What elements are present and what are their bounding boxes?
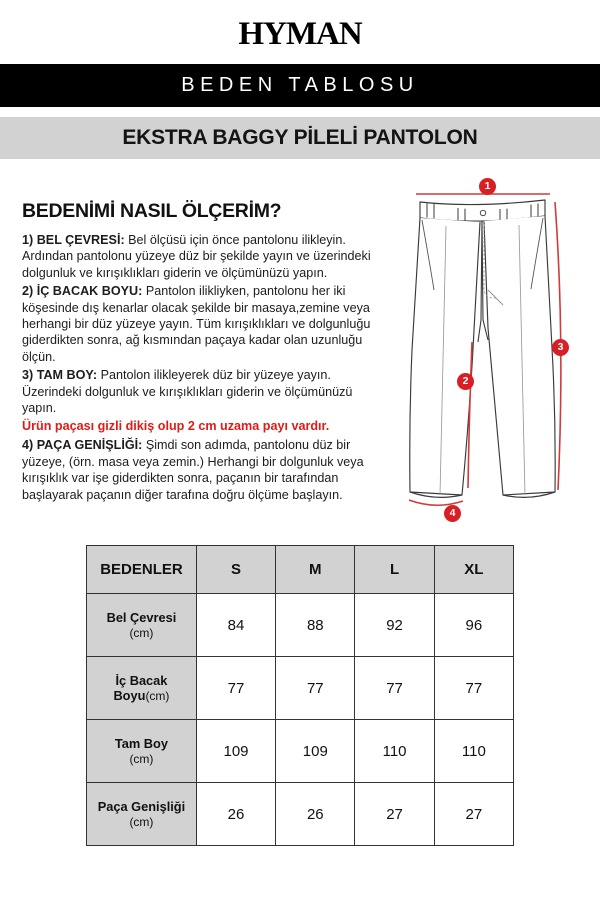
col-header-bedenler: BEDENLER xyxy=(87,546,197,594)
cell-tam-boy-s: 109 xyxy=(196,720,275,783)
row-label-text: İç Bacak xyxy=(115,672,168,688)
cell-paca-l: 27 xyxy=(355,783,434,846)
row-label-text: Tam Boy xyxy=(114,735,168,751)
row-label-unit: (cm) xyxy=(129,814,154,829)
cell-paca-s: 26 xyxy=(196,783,275,846)
instruction-text-1: Bel ölçüsü için önce pantolonu ilikleyin. Ardından pantolonu yüzeye düz bir şekilde yayın ve üzerindeki dolgunluk ve kırışıklıkları giderin ve ölçümünüzü yapın. xyxy=(22,233,371,280)
measure-marker-1: 1 xyxy=(479,178,496,195)
cell-ic-bacak-m: 77 xyxy=(276,657,355,720)
cell-bel-cevresi-l: 92 xyxy=(355,594,434,657)
cell-bel-cevresi-xl: 96 xyxy=(434,594,513,657)
gray-banner xyxy=(0,117,600,159)
cell-paca-m: 26 xyxy=(276,783,355,846)
black-banner xyxy=(0,64,600,107)
table-row xyxy=(87,594,514,657)
measure-marker-2: 2 xyxy=(457,373,474,390)
row-label-text: Paça Genişliği xyxy=(97,798,186,814)
cell-ic-bacak-s: 77 xyxy=(196,657,275,720)
row-label-text-2: Boyu xyxy=(113,687,146,703)
col-header-m: M xyxy=(276,546,355,594)
measure-marker-4: 4 xyxy=(444,505,461,522)
instructions-title: BEDENİMİ NASIL ÖLÇERİM? xyxy=(22,200,282,222)
row-label-unit: (cm) xyxy=(129,751,154,766)
instructions-block xyxy=(22,200,390,505)
row-label-paca-genisligi xyxy=(87,783,197,846)
cell-tam-boy-m: 109 xyxy=(276,720,355,783)
size-table-body xyxy=(87,594,514,846)
cell-paca-xl: 27 xyxy=(434,783,513,846)
col-header-l: L xyxy=(355,546,434,594)
instruction-label-3: 3) TAM BOY: xyxy=(22,368,98,383)
cell-ic-bacak-xl: 77 xyxy=(434,657,513,720)
instruction-item-1 xyxy=(22,232,390,281)
col-header-xl: XL xyxy=(434,546,513,594)
instruction-label-1: 1) BEL ÇEVRESİ: xyxy=(22,233,125,247)
row-label-text: Bel Çevresi xyxy=(106,609,177,625)
cell-bel-cevresi-s: 84 xyxy=(196,594,275,657)
table-row xyxy=(87,657,514,720)
table-header-row xyxy=(87,546,514,594)
brand-logo: HYMAN xyxy=(238,16,362,52)
row-label-bel-cevresi xyxy=(87,594,197,657)
trousers-svg xyxy=(400,170,600,535)
instruction-item-2 xyxy=(22,283,390,365)
instruction-text-4: Şimdi son adımda, pantolonu düz bir yüzeye, (örn. masa veya zemin.) Herhangi bir dolgunluk veya kırışıklık var işe giderdikten sonra, paçanın bir tarafından başlayarak paçanın diğer tarafına doğru ölçüme başlayın. xyxy=(22,438,364,502)
instruction-note-red: Ürün paçası gizli dikiş olup 2 cm uzama payı vardır. xyxy=(22,419,330,434)
table-row xyxy=(87,720,514,783)
instruction-item-3 xyxy=(22,367,390,416)
table-row xyxy=(87,783,514,846)
instruction-label-4: 4) PAÇA GENİŞLİĞİ: xyxy=(22,438,143,453)
row-label-ic-bacak-boyu xyxy=(87,657,197,720)
col-header-s: S xyxy=(196,546,275,594)
cell-bel-cevresi-m: 88 xyxy=(276,594,355,657)
instruction-text-3: Pantolon ilikleyerek düz bir yüzeye yayın. Üzerindeki dolgunluk ve kırışıklıkları giderin ve ölçümünüzü yapın. xyxy=(22,368,353,416)
cell-tam-boy-l: 110 xyxy=(355,720,434,783)
instruction-text-2: Pantolon ilikliyken, pantolonu her iki köşesinde dış kenarlar olacak şekilde bir masaya,zemine veya herhangi bir düz yüzeye yayın. Tüm kırışıklıkları ve dolgunluğu giderdikten sonra, ağ kısmından paçaya kadar olan uzunluğu ölçün. xyxy=(22,284,371,364)
size-table xyxy=(86,545,514,846)
row-label-unit: (cm) xyxy=(145,688,170,703)
row-label-tam-boy xyxy=(87,720,197,783)
row-label-unit: (cm) xyxy=(129,625,154,640)
instruction-item-4 xyxy=(22,437,390,503)
cell-tam-boy-xl: 110 xyxy=(434,720,513,783)
trousers-diagram xyxy=(400,170,600,535)
product-name: EKSTRA BAGGY PİLELİ PANTOLON xyxy=(122,126,478,149)
cell-ic-bacak-l: 77 xyxy=(355,657,434,720)
instruction-label-2: 2) İÇ BACAK BOYU: xyxy=(22,284,143,299)
size-table-head xyxy=(87,546,514,594)
banner-title-beden-tablosu: BEDEN TABLOSU xyxy=(181,74,419,96)
measure-marker-3: 3 xyxy=(552,339,569,356)
